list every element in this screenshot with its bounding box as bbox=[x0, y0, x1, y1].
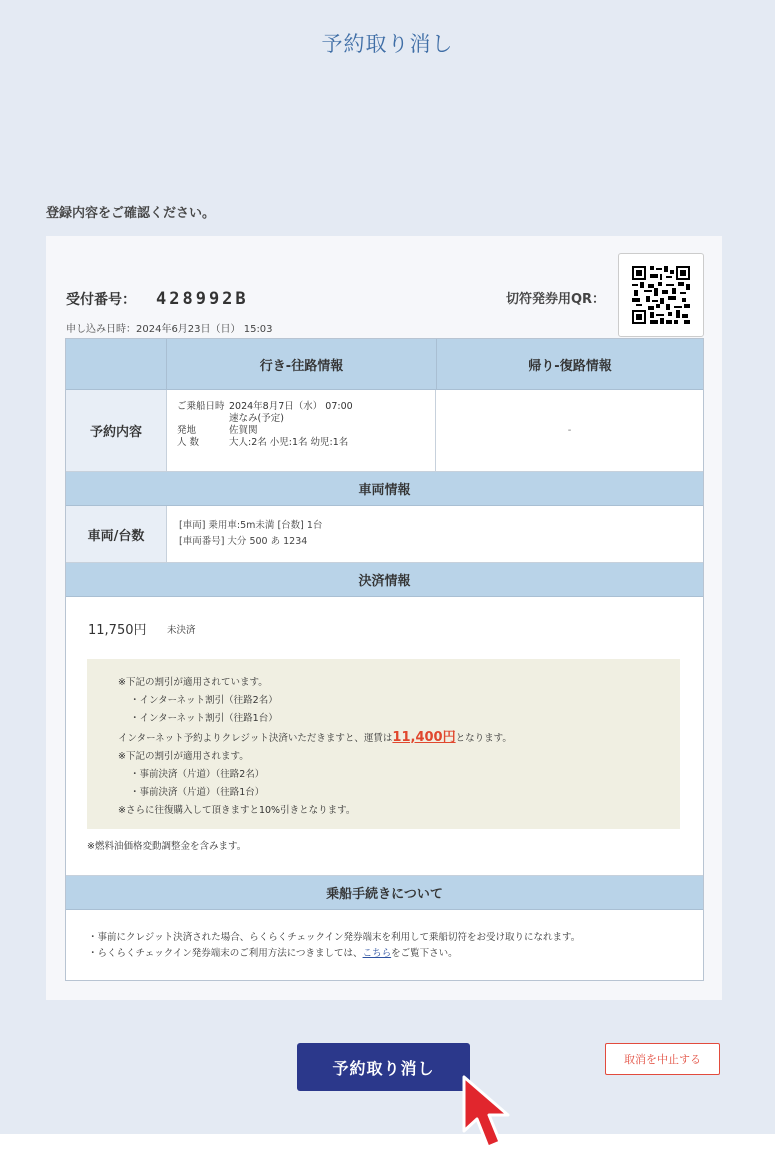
discount-note-line: ※下記の割引が適用されています。 bbox=[118, 677, 268, 688]
receipt-value: 428992B bbox=[156, 289, 249, 309]
boarding-section-header: 乗船手続きについて bbox=[66, 876, 703, 910]
passengers-key: 人 数 bbox=[177, 437, 200, 448]
header-blank-cell bbox=[66, 339, 167, 389]
receipt-label: 受付番号： bbox=[66, 292, 136, 308]
outbound-details bbox=[167, 390, 436, 471]
qr-code bbox=[618, 253, 704, 337]
discounted-fare: 11,400円 bbox=[392, 729, 456, 745]
vehicle-row bbox=[66, 506, 703, 563]
boarding-date-key: ご乗船日時 bbox=[177, 401, 225, 412]
boarding-info bbox=[66, 910, 703, 980]
discount-note-line: ・事前決済（片道）（往路1台） bbox=[130, 787, 265, 799]
stop-cancellation-button[interactable]: 取消を中止する bbox=[605, 1043, 720, 1075]
table-header bbox=[66, 339, 703, 390]
boarding-date-value: 2024年8月7日（水） 07:00 bbox=[229, 401, 353, 412]
mouse-pointer-icon bbox=[458, 1073, 520, 1155]
payment-amount: 11,750円 bbox=[88, 623, 147, 638]
return-details: - bbox=[567, 425, 572, 436]
discount-note-line: ※下記の割引が適用されます。 bbox=[118, 750, 249, 762]
vehicle-details bbox=[167, 506, 322, 562]
boarding-info-line: ・らくらくチェックイン発券端末のご利用方法につきましては、こちらをご覧下さい。 bbox=[88, 948, 458, 959]
header-return: 帰り-復路情報 bbox=[528, 358, 612, 374]
discount-note-line: ・インターネット割引（往路1台） bbox=[130, 713, 278, 725]
vessel-name: 速なみ(予定) bbox=[229, 413, 284, 424]
confirm-lead-text: 登録内容をご確認ください。 bbox=[46, 206, 216, 221]
discount-note-line: ※さらに往復購入して頂きますと10%引きとなります。 bbox=[118, 805, 356, 817]
vehicle-row-label: 車両/台数 bbox=[66, 506, 167, 562]
payment-status: 未決済 bbox=[167, 625, 196, 636]
passengers-value: 大人:2名 小児:1名 幼児:1名 bbox=[229, 437, 349, 448]
qr-code-icon bbox=[632, 266, 690, 324]
payment-section bbox=[66, 597, 703, 876]
credit-fare-line: インターネット予約よりクレジット決済いただきますと、運賃は11,400円となります。 bbox=[118, 729, 512, 745]
boarding-info-line: ・事前にクレジット決済された場合、らくらくチェックイン発券端末を利用して乗船切符をお受け取りになれます。 bbox=[88, 932, 581, 943]
vehicle-plate: [車両番号] 大分 500 あ 1234 bbox=[179, 536, 308, 547]
reservation-row bbox=[66, 390, 703, 472]
receipt-number bbox=[66, 289, 249, 309]
reservation-row-label: 予約内容 bbox=[66, 390, 167, 471]
guide-link[interactable]: こちら bbox=[362, 948, 392, 959]
cancel-reservation-button[interactable]: 予約取り消し bbox=[297, 1043, 470, 1091]
departure-key: 発地 bbox=[177, 425, 197, 436]
reservation-card bbox=[46, 236, 722, 1000]
qr-label: 切符発券用QR： bbox=[506, 292, 606, 307]
payment-section-header: 決済情報 bbox=[66, 563, 703, 597]
vehicle-section-header: 車両情報 bbox=[66, 472, 703, 506]
fuel-surcharge-note: ※燃料油価格変動調整金を含みます。 bbox=[87, 841, 247, 852]
reservation-table bbox=[65, 338, 704, 981]
header-outbound: 行き-往路情報 bbox=[167, 339, 437, 389]
discount-note-line: ・事前決済（片道）（往路2名） bbox=[130, 769, 265, 781]
vehicle-type: [車両] 乗用車:5m未満 [台数] 1台 bbox=[179, 520, 323, 531]
page-title: 予約取り消し bbox=[321, 32, 454, 56]
departure-value: 佐賀関 bbox=[229, 425, 258, 436]
discount-notes bbox=[87, 659, 680, 829]
discount-note-line: ・インターネット割引（往路2名） bbox=[130, 695, 278, 707]
applied-datetime: 申し込み日時：2024年6月23日（日） 15:03 bbox=[66, 324, 273, 335]
